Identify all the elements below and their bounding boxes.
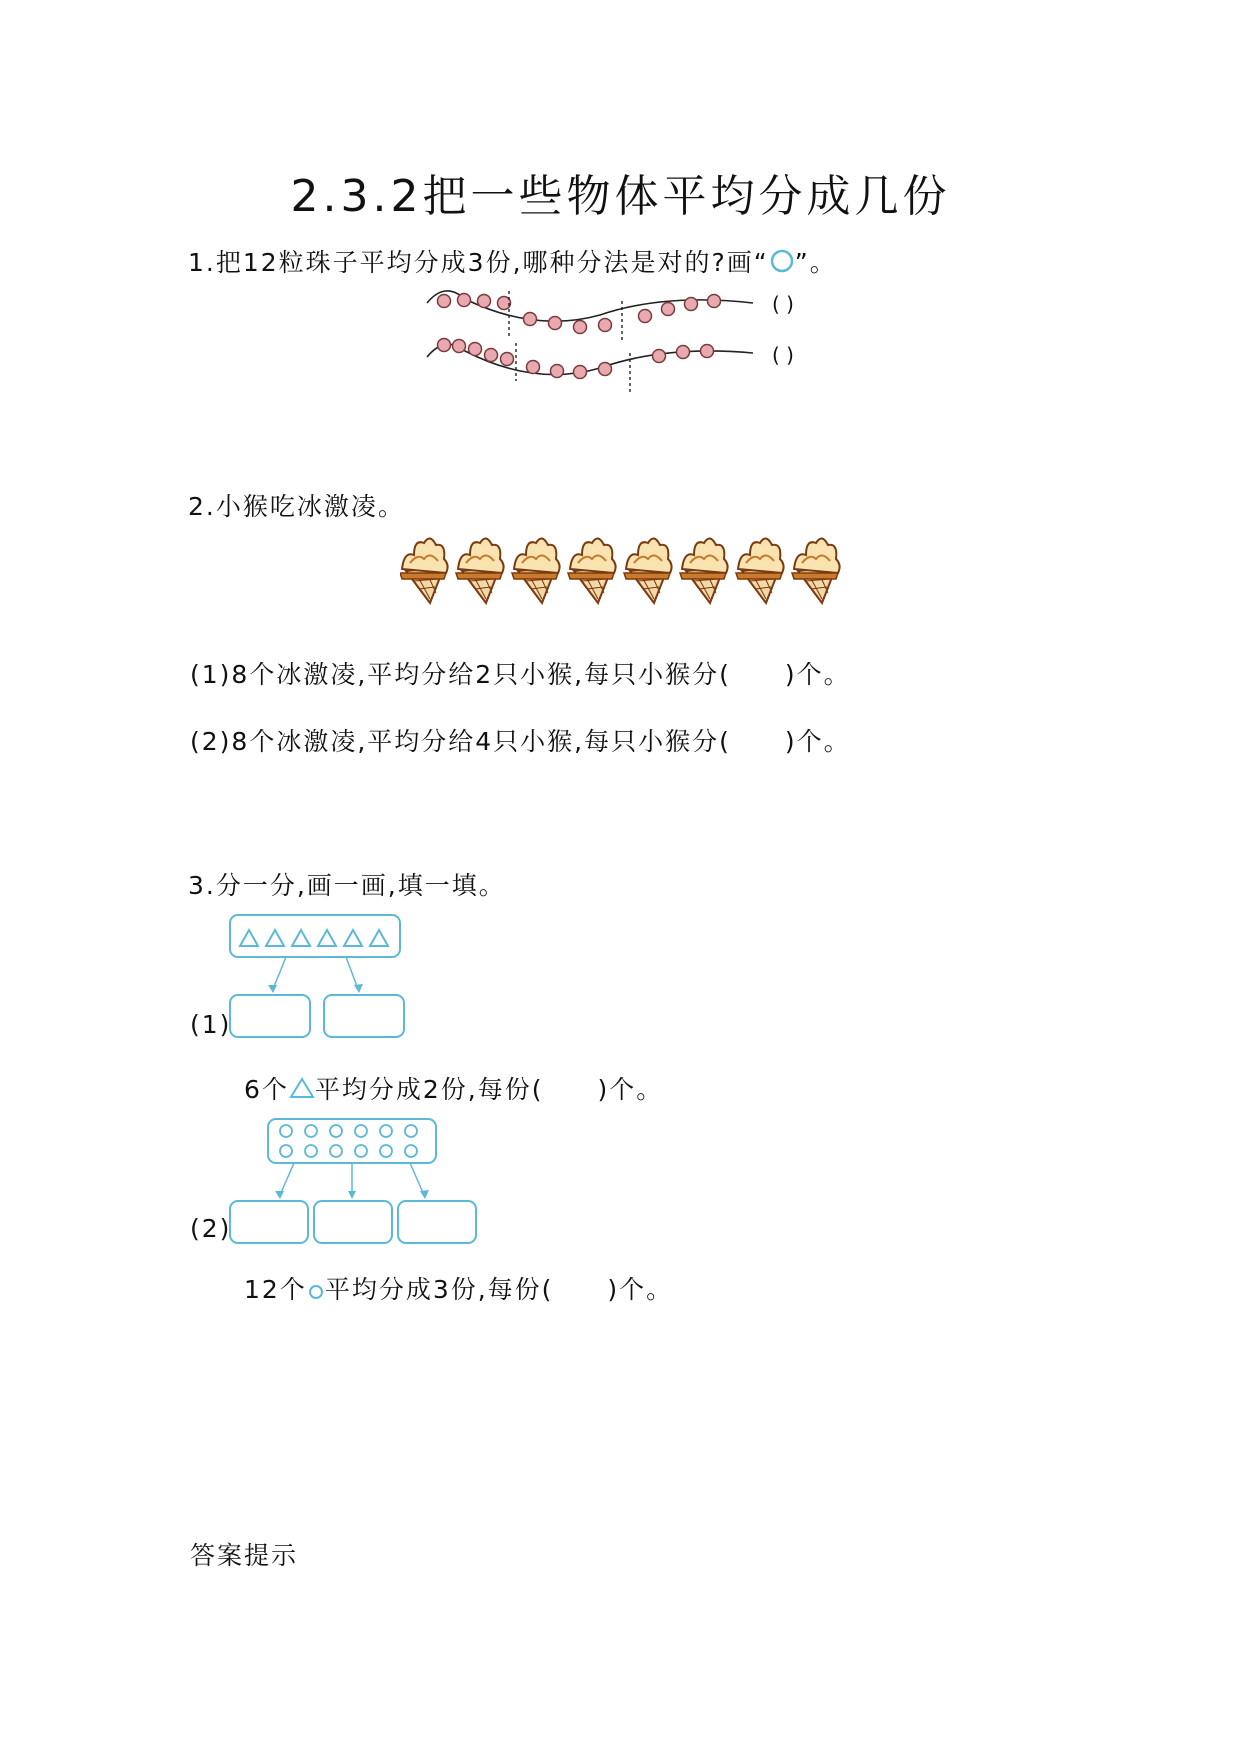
icecream-icon — [736, 538, 784, 603]
target-box — [230, 1201, 308, 1243]
part-1-text-before: 6个 — [244, 1075, 289, 1104]
answer-blank-2[interactable]: ( ) — [772, 343, 794, 367]
bead-string-1 — [427, 291, 753, 321]
circle-icon — [769, 248, 795, 280]
arrow-icon — [346, 957, 358, 989]
arrow-icon — [280, 1163, 294, 1195]
bead-strings-figure — [425, 283, 755, 393]
icecream-icon — [456, 538, 504, 603]
part-2-text-after: 平均分成3份,每份( )个。 — [324, 1275, 674, 1304]
circle-icons — [280, 1125, 417, 1157]
page-title: 2.3.2把一些物体平均分成几份 — [290, 171, 951, 222]
arrow-head-icon — [354, 984, 363, 993]
target-box — [314, 1201, 392, 1243]
division-diagram-2 — [228, 1117, 488, 1245]
icecream-icon — [624, 538, 672, 603]
arrow-head-icon — [268, 985, 277, 993]
icecream-row — [400, 533, 846, 605]
question-3-heading: 3.分一分,画一画,填一填。 — [188, 871, 506, 900]
icecream-icon — [568, 538, 616, 603]
arrow-head-icon — [275, 1191, 284, 1199]
division-diagram-1 — [228, 913, 408, 1039]
icecream-icon — [512, 538, 560, 603]
arrow-head-icon — [420, 1190, 429, 1199]
part-2-text — [244, 1270, 673, 1306]
icecream-icon — [680, 538, 728, 603]
triangle-icon — [289, 1076, 315, 1106]
target-box — [230, 995, 310, 1037]
triangle-icons — [240, 930, 388, 946]
target-box — [324, 995, 404, 1037]
question-2-line-2: (2)8个冰激凌,平均分给4只小猴,每只小猴分( )个。 — [190, 727, 851, 756]
question-2-line-1: (1)8个冰激凌,平均分给2只小猴,每只小猴分( )个。 — [190, 660, 851, 689]
part-1-text — [244, 1070, 663, 1106]
question-1 — [188, 243, 837, 280]
target-box — [398, 1201, 476, 1243]
question-1-text-before: 1.把12粒珠子平均分成3份,哪种分法是对的?画“ — [188, 248, 769, 277]
arrow-icon — [273, 957, 286, 989]
part-2-text-before: 12个 — [244, 1275, 307, 1304]
arrow-icon — [410, 1163, 424, 1195]
icecream-icon — [400, 538, 448, 603]
answer-heading: 答案提示 — [190, 1541, 299, 1570]
question-1-text-after: ”。 — [794, 248, 837, 277]
arrow-head-icon — [348, 1191, 356, 1199]
part-1-label: (1) — [190, 1010, 232, 1039]
answer-blank-1[interactable]: ( ) — [772, 292, 794, 316]
small-circle-icon — [307, 1277, 325, 1306]
question-2-heading: 2.小猴吃冰激凌。 — [188, 492, 405, 521]
part-2-label: (2) — [190, 1214, 232, 1243]
icecream-icon — [792, 538, 840, 603]
part-1-text-after: 平均分成2份,每份( )个。 — [314, 1075, 664, 1104]
bead-string-1-beads — [438, 294, 721, 334]
